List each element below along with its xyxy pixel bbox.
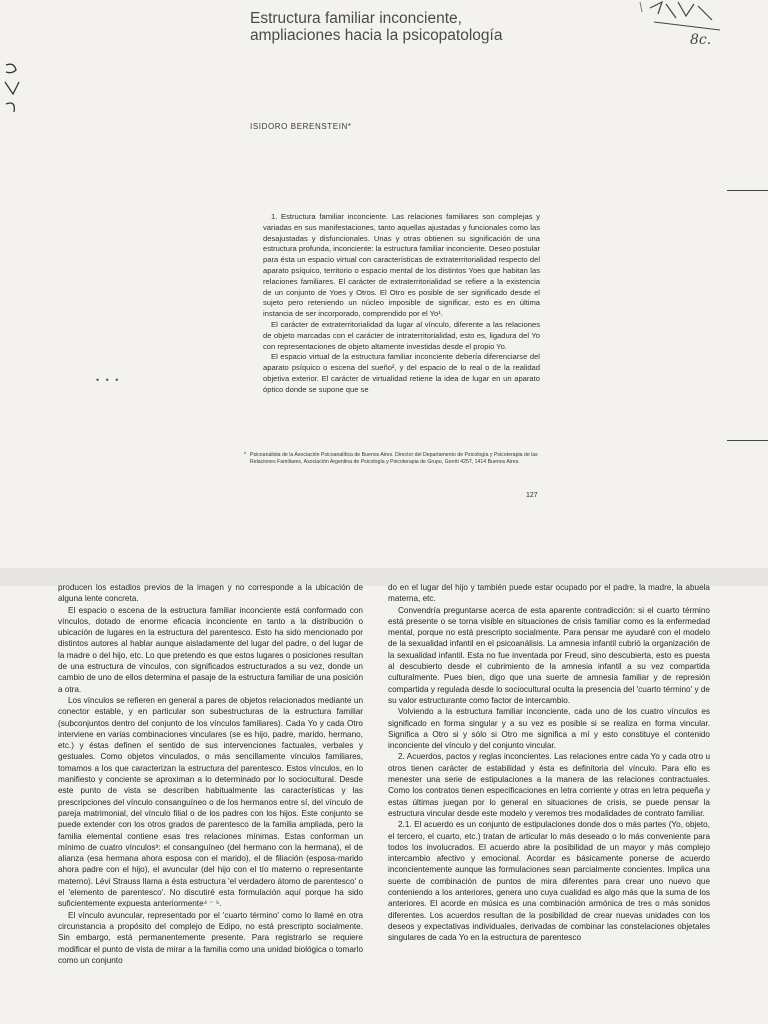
title-line-1: Estructura familiar inconciente, — [250, 10, 462, 27]
body-paragraph: Convendría preguntarse acerca de esta aparente contradicción: si el cuarto término está presente o se torna visible en situaciones de crisis familiar como es la enfermedad mental, porque no está prescripto socialmente. Para pensar me ayudaré con el modelo de la sexualidad infantil en el psicoanálisis. La amnesia infantil cubrió la organización de la sexualidad infantil. Esta no fue inventada por Freud, sino descubierta, esto es puesta al descubierto desde el cubrimiento de la amnesia infantil a su vez compartida culturalmente. Pues bien, digo que una suerte de amnesia familiar y de represión compartida y regulada desde lo sociocultural oculta la presencia del 'cuarto término' y de su valor estructurante como factor de intercambio. — [388, 605, 710, 705]
body-paragraph: 2.1. El acuerdo es un conjunto de estipulaciones donde dos o más partes (Yo, objeto, el tercero, el cuarto, etc.) tratan de articular lo más deseado o lo más conveniente para todos los involucrados. El acuerdo abre la posibilidad de un mayor y más complejo intercambio afectivo y emocional. Acordar es básicamente ponerse de acuerdo inconcientemente aunque las formulaciones sean parcialmente concientes. Implica una suerte de combinación de puntos de mira diferentes para crear uno nuevo que conteniendo a los anteriores, genera uno cuya cualidad es algo más que la suma de los anteriores. El acorde en música es una combinación armónica de tres o más sonidos diferentes. Los acuerdos resultan de la posibilidad de crear nuevas unidades con los deseos y expectativas individuales, derivadas de combinar las constelaciones objetales singulares de cada Yo en la estructura de parentesco — [388, 820, 710, 943]
body-paragraph: do en el lugar del hijo y también puede estar ocupado por el padre, la madre, la abuela materna, etc. — [388, 583, 710, 604]
title-line-2: ampliaciones hacia la psicopatología — [250, 27, 503, 44]
page-number: 127 — [526, 492, 538, 499]
abstract-paragraph: El carácter de extraterritorialidad da lugar al vínculo, diferente a las relaciones de objeto marcadas con el carácter de intraterritorialidad, esto es, ligadura del Yo con representaciones de objeto altamente investidas desde el propio Yo. — [263, 319, 540, 351]
opening-section — [263, 212, 540, 396]
margin-dots: • • • — [96, 375, 121, 385]
author-name: ISIDORO BERENSTEIN* — [250, 122, 352, 131]
scan-edge-line — [727, 440, 768, 441]
footnote-text: Psicoanalista de la Asociación Psicoanalítica de Buenos Aires. Director del Departamento de Psicología y Psicoterapia de las Relaciones Familiares, Asociación Argentina de Psicología y Psicoterapia de Grupo, Gorriti 4257, 1414 Buenos Aires. — [250, 452, 538, 466]
abstract-paragraph: 1. Estructura familiar inconciente. Las relaciones familiares son complejas y variadas en sus manifestaciones, tanto aquellas ajustadas y funcionales como las desajustadas y disfuncionales. Unas y otras obtienen su significación de una estructura profunda, inconciente: la estructura familiar inconciente. Deseo postular para ésta un espacio virtual con características de extraterritorialidad respecto del aparato psíquico, territorio o espacio mental de los distintos Yoes que habitan las relaciones familiares. El carácter de extraterritorialidad se refiere a la existencia de un conjunto de Yoes y Otros. El Otro es posible de ser significado desde el sujeto pero reteniendo un núcleo imposible de significar, esto es en última instancia de ser incorporado, comprendido por el Yo¹. — [263, 212, 540, 319]
abstract-paragraph: El espacio virtual de la estructura familiar inconciente debería diferenciarse del aparato psíquico o escena del sueño², y del espacio de lo real o de la realidad objetiva exterior. El carácter de virtualidad retiene la idea de lugar en un aparato óptico donde se supone que se — [263, 352, 540, 394]
article-title — [250, 10, 550, 44]
body-paragraph: Volviendo a la estructura familiar inconciente, cada uno de los cuatro vínculos es significado en forma singular y a su vez es posible si se realiza en forma vincular. Significa a Otro si y sólo si Otro me significa a mí y esto constituye el contenido inconciente del vínculo y del conjunto vincular. — [388, 707, 710, 751]
body-paragraph: Los vínculos se refieren en general a pares de objetos relacionados mediante un conector estable, y en particular son subestructuras de la estructura familiar (subconjuntos dentro del conjunto de los vínculos familiares). Cada Yo y cada Otro interviene en varias combinaciones vinculares (se es hijo, padre, marido, hermano, etc.) y éstas definen el sentido de sus intervenciones factuales, verbales y gestuales. Como objetos vinculados, o más sencillamente vínculos familiares, tomamos a los que caracterizan la estructura del parentesco. Estos vínculos, en lo manifiesto y conciente se aproximan a lo determinado por lo sociocultural. Desde este punto de vista se describen habitualmente las características y las prescripciones del vínculo consanguíneo o de los hermanos entre sí, del vínculo de pareja matrimonial, del vínculo filial o de los padres con los hijos. Este conjunto se puede extender con los otros grados de parentesco de la familia ampliada, pero la familia elemental contiene esas tres relaciones mínimas. Estas conforman un mínimo de cuatro vínculos³: el consanguíneo (del hermano con la hermana), el de alianza (esa hermana ahora esposa con el marido), el de filiación (esposa-marido ahora padre con el hijo), el avuncular (del hijo con el tío materno o representante materno). Lévi Strauss llama a ésta estructura 'el verdadero átomo de parentesco' o el 'elemento de parentesco'. No discutiré esta formulación aquí porque ha sido suficientemente expuesta anteriormente⁴ ⁻ ⁵. — [58, 695, 363, 909]
body-paragraph: El vínculo avuncular, representado por el 'cuarto término' como lo llamé en otra circunstancia a propósito del complejo de Edipo, no está prescripto socialmente. Sin embargo, está permanentemente presente. Para registrarlo se requiere modificar el punto de vista de mirar a la familia como una unidad biológica o tomarlo como un conjunto — [58, 910, 363, 965]
body-paragraph: producen los estadios previos de la imagen y no corresponde a la ubicación de alguna lente concreta. — [58, 583, 363, 604]
scan-edge-line — [727, 190, 768, 191]
footnote — [244, 452, 550, 467]
body-paragraph: El espacio o escena de la estructura familiar inconciente está conformado con vínculos, dotado de enorme eficacia inconciente en tanto a la distribución o ubicación de lugares en la estructura del parentesco. Esto ha sido mencionado por distintos autores al hablar aunque aisladamente del lugar del padre, o del lugar de la madre o del hijo, etc. Lo que pretendo es que estos lugares o posiciones resultan de una estructura de vínculos, con significados estructurados a su vez, donde un cambio de uno de ellos determina el pasaje de la estructura familiar de una posición a otra. — [58, 605, 363, 694]
handwritten-margin-mark — [0, 60, 26, 120]
right-column — [388, 582, 710, 944]
svg-text:8c.: 8c. — [690, 32, 712, 48]
handwritten-top-right-annotation — [600, 0, 768, 60]
left-column — [58, 582, 363, 966]
footnote-mark: * — [244, 452, 247, 458]
body-paragraph: 2. Acuerdos, pactos y reglas inconcientes. Las relaciones entre cada Yo y cada otro u otros tienen carácter de estabilidad y ésta es definitoria del vínculo. Para ello es menester una serie de estipulaciones a la manera de las relaciones contractuales. Como los contratos tienen especificaciones en letra corriente y otras en letra pequeña y estas últimas juegan por lo general en situaciones de crisis, se puede pensar la estructura vincular desde este modelo y veremos tres modalidades de contrato familiar. — [388, 752, 710, 818]
